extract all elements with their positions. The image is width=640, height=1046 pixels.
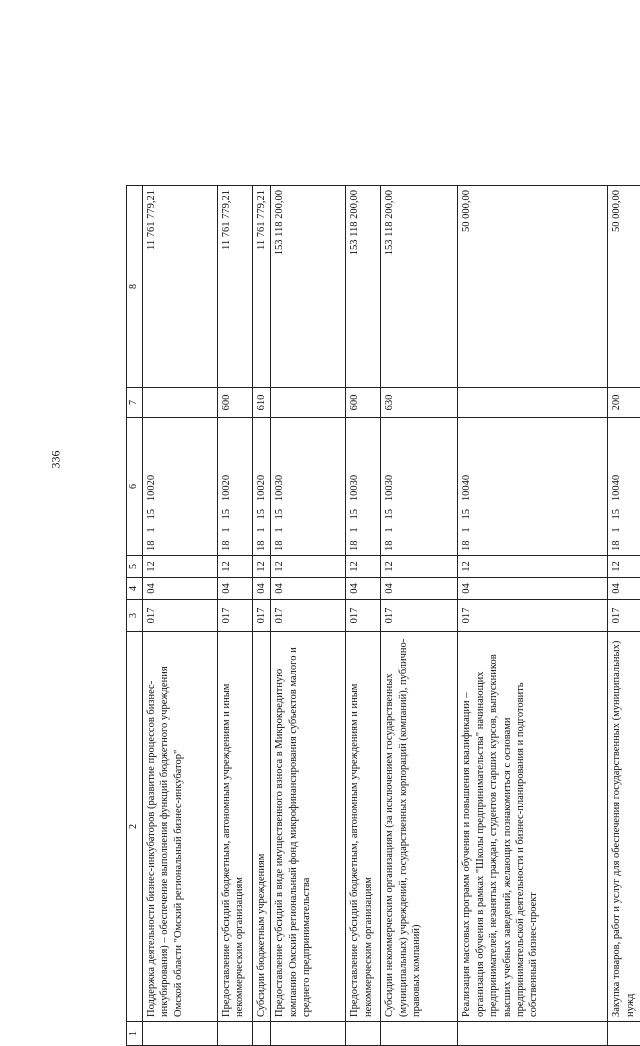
expense-type-cell: 610: [252, 388, 270, 418]
code-cell: 12: [608, 556, 640, 578]
code-cell: 017: [608, 600, 640, 632]
code-cell: 12: [346, 556, 381, 578]
code-cell: 12: [217, 556, 252, 578]
description-cell: Предоставление субсидий бюджетным, автономным учреждениям и иным некоммерческим организациям: [346, 632, 381, 1022]
code-cell: 04: [608, 578, 640, 600]
target-article-cell: 18 1 15 10030: [346, 418, 381, 556]
description-cell: Предоставление субсидий в виде имущественного взноса в Микрокредитную компанию Омский региональный фонд микрофинансирования субъектов малого и среднего предпринимательства: [271, 632, 346, 1022]
table-row: [346, 186, 381, 1046]
amount-cell: 50 000,00: [458, 186, 608, 388]
description-cell: Предоставление субсидий бюджетным, автономным учреждениям и иным некоммерческим организациям: [217, 632, 252, 1022]
code-cell: 04: [346, 578, 381, 600]
row-number-cell: [381, 1022, 458, 1046]
amount-cell: 11 761 779,21: [252, 186, 270, 388]
row-number-cell: [252, 1022, 270, 1046]
target-article-cell: 18 1 15 10020: [217, 418, 252, 556]
table-row: [271, 186, 346, 1046]
table-row: [458, 186, 608, 1046]
col-header-6: 6: [127, 418, 143, 556]
expense-type-cell: 200: [608, 388, 640, 418]
code-cell: 04: [458, 578, 608, 600]
code-cell: 04: [381, 578, 458, 600]
code-cell: 017: [458, 600, 608, 632]
col-header-4: 4: [127, 578, 143, 600]
target-article-cell: 18 1 15 10030: [381, 418, 458, 556]
table-row: [217, 186, 252, 1046]
expense-type-cell: [458, 388, 608, 418]
page-number: 336: [48, 450, 63, 469]
amount-cell: 11 761 779,21: [217, 186, 252, 388]
col-header-2: 2: [127, 632, 143, 1022]
amount-cell: 153 118 200,00: [381, 186, 458, 388]
expense-type-cell: 630: [381, 388, 458, 418]
code-cell: 12: [458, 556, 608, 578]
description-cell: Поддержка деятельности бизнес-инкубаторов (развитие процессов бизнес-инкубирования) – обеспечение выполнения функций бюджетного учреждения Омской области "Омский региональный бизнес-инкубатор": [142, 632, 217, 1022]
table-row: [381, 186, 458, 1046]
col-header-5: 5: [127, 556, 143, 578]
expense-type-cell: 600: [217, 388, 252, 418]
amount-cell: 11 761 779,21: [142, 186, 217, 388]
code-cell: 04: [252, 578, 270, 600]
target-article-cell: 18 1 15 10040: [608, 418, 640, 556]
code-cell: 04: [271, 578, 346, 600]
row-number-cell: [217, 1022, 252, 1046]
description-cell: Субсидии бюджетным учреждениям: [252, 632, 270, 1022]
description-cell: Субсидии некоммерческим организациям (за исключением государственных (муниципальных) учреждений, государственных корпораций (компаний), публично-правовых компаний): [381, 632, 458, 1022]
target-article-cell: 18 1 15 10020: [252, 418, 270, 556]
code-cell: 04: [217, 578, 252, 600]
code-cell: 12: [252, 556, 270, 578]
col-header-3: 3: [127, 600, 143, 632]
target-article-cell: 18 1 15 10020: [142, 418, 217, 556]
row-number-cell: [142, 1022, 217, 1046]
row-number-cell: [271, 1022, 346, 1046]
code-cell: 017: [271, 600, 346, 632]
code-cell: 017: [381, 600, 458, 632]
expense-type-cell: [271, 388, 346, 418]
code-cell: 017: [252, 600, 270, 632]
description-cell: Реализация массовых программ обучения и повышения квалификации – организация обучения в рамках "Школы предпринимательства" начинающих предпринимателей, незанятых граждан, студентов старших курсов, выпускников высших учебных заведений, желающих познакомиться с основами предпринимательской деятельности и бизнес-планирования и подготовить собственный бизнес-проект: [458, 632, 608, 1022]
table-header-row: [127, 186, 143, 1046]
code-cell: 12: [142, 556, 217, 578]
row-number-cell: [458, 1022, 608, 1046]
code-cell: 12: [381, 556, 458, 578]
amount-cell: 153 118 200,00: [271, 186, 346, 388]
target-article-cell: 18 1 15 10030: [271, 418, 346, 556]
col-header-7: 7: [127, 388, 143, 418]
expense-type-cell: [142, 388, 217, 418]
code-cell: 017: [346, 600, 381, 632]
col-header-8: 8: [127, 186, 143, 388]
table-row: [142, 186, 217, 1046]
code-cell: 017: [142, 600, 217, 632]
code-cell: 12: [271, 556, 346, 578]
row-number-cell: [346, 1022, 381, 1046]
rotated-page-body: [126, 186, 640, 1046]
amount-cell: 50 000,00: [608, 186, 640, 388]
row-number-cell: [608, 1022, 640, 1046]
target-article-cell: 18 1 15 10040: [458, 418, 608, 556]
expense-type-cell: 600: [346, 388, 381, 418]
description-cell: Закупка товаров, работ и услуг для обеспечения государственных (муниципальных) нужд: [608, 632, 640, 1022]
amount-cell: 153 118 200,00: [346, 186, 381, 388]
code-cell: 04: [142, 578, 217, 600]
code-cell: 017: [217, 600, 252, 632]
table-row: [252, 186, 270, 1046]
budget-table: [126, 185, 640, 1046]
table-row: [608, 186, 640, 1046]
col-header-1: 1: [127, 1022, 143, 1046]
